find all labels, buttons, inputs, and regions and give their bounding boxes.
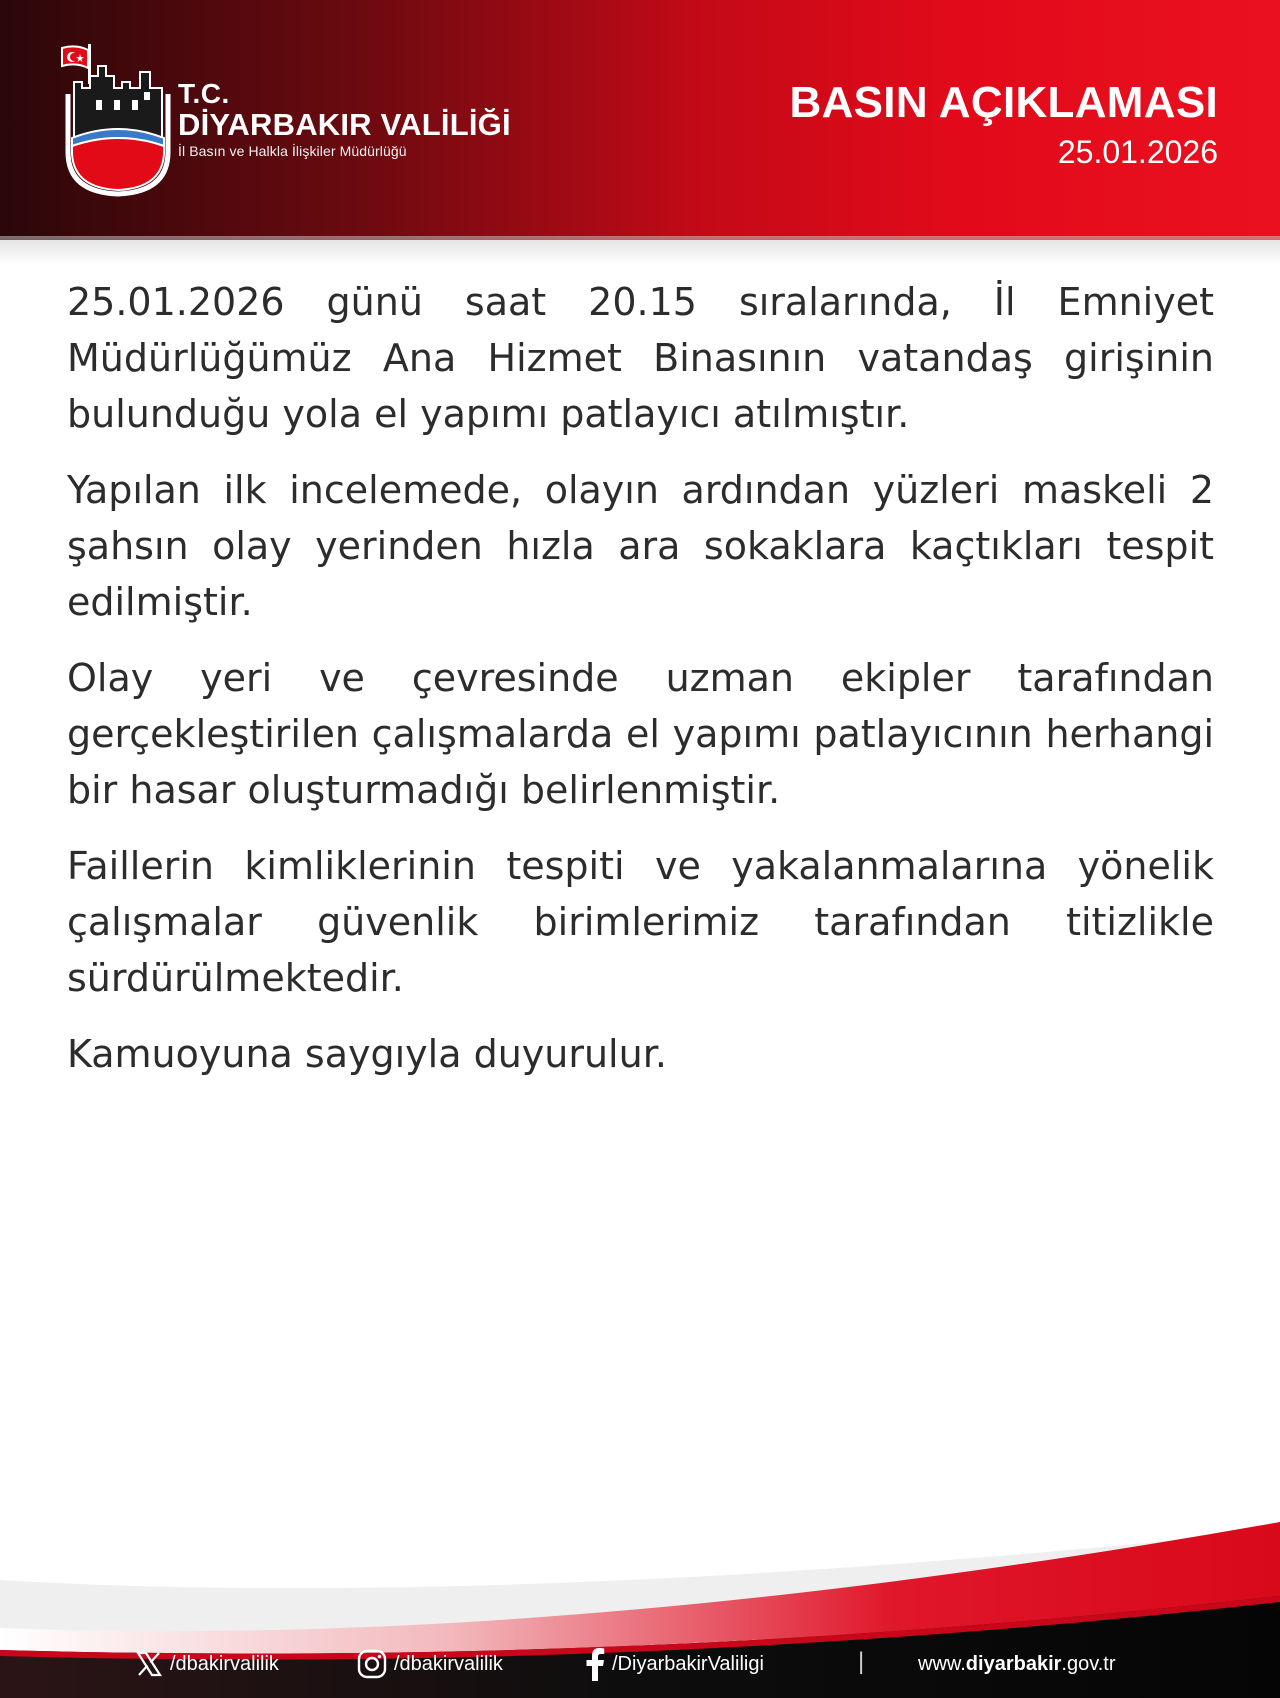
website-suffix: .gov.tr: [1061, 1652, 1116, 1675]
instagram-handle: /dbakirvalilik: [394, 1652, 503, 1675]
website-domain: diyarbakir: [965, 1652, 1062, 1675]
footer-separator: |: [858, 1648, 865, 1675]
diyarbakir-emblem-icon: [58, 42, 178, 198]
website-link[interactable]: [918, 1644, 1116, 1684]
press-date: 25.01.2026: [1057, 134, 1218, 170]
paragraph: 25.01.2026 günü saat 20.15 sıralarında, İl Emniyet Müdürlüğümüz Ana Hizmet Binasının vatandaş girişinin bulunduğu yola el yapımı patlayıcı atılmıştır.: [67, 280, 1214, 436]
paragraph: Kamuoyuna saygıyla duyurulur.: [67, 1032, 667, 1076]
instagram-link[interactable]: [356, 1644, 503, 1684]
org-tc: T.C.: [178, 78, 230, 109]
press-header: [0, 0, 1280, 240]
facebook-link[interactable]: [584, 1644, 764, 1684]
org-name: DİYARBAKIR VALİLİĞİ: [178, 107, 511, 142]
facebook-handle: /DiyarbakirValiligi: [612, 1652, 764, 1675]
paragraph: Olay yeri ve çevresinde uzman ekipler tarafından gerçekleştirilen çalışmalarda el yapımı patlayıcının herhangi bir hasar oluşturmadığı belirlenmiştir.: [67, 656, 1214, 812]
x-link[interactable]: [134, 1644, 279, 1684]
statement-body: [67, 274, 1214, 1102]
instagram-icon: [356, 1648, 388, 1680]
organization-block: [178, 80, 511, 160]
paragraph: Yapılan ilk incelemede, olayın ardından yüzleri maskeli 2 şahsın olay yerinden hızla ara sokaklara kaçtıkları tespit edilmiştir.: [67, 468, 1214, 624]
paragraph: Faillerin kimliklerinin tespiti ve yakalanmalarına yönelik çalışmalar güvenlik birimlerimiz tarafından titizlikle sürdürülmektedir.: [67, 844, 1214, 1000]
x-icon: [134, 1649, 164, 1679]
org-subtitle: İl Basın ve Halkla İlişkiler Müdürlüğü: [178, 143, 407, 159]
press-title: BASIN AÇIKLAMASI: [789, 78, 1218, 127]
press-title-block: [790, 78, 1219, 172]
facebook-icon: [584, 1647, 606, 1681]
header-shadow: [0, 236, 1280, 266]
x-handle: /dbakirvalilik: [170, 1652, 279, 1675]
website-prefix: www.: [918, 1652, 966, 1675]
footer-links: [0, 1644, 1280, 1684]
